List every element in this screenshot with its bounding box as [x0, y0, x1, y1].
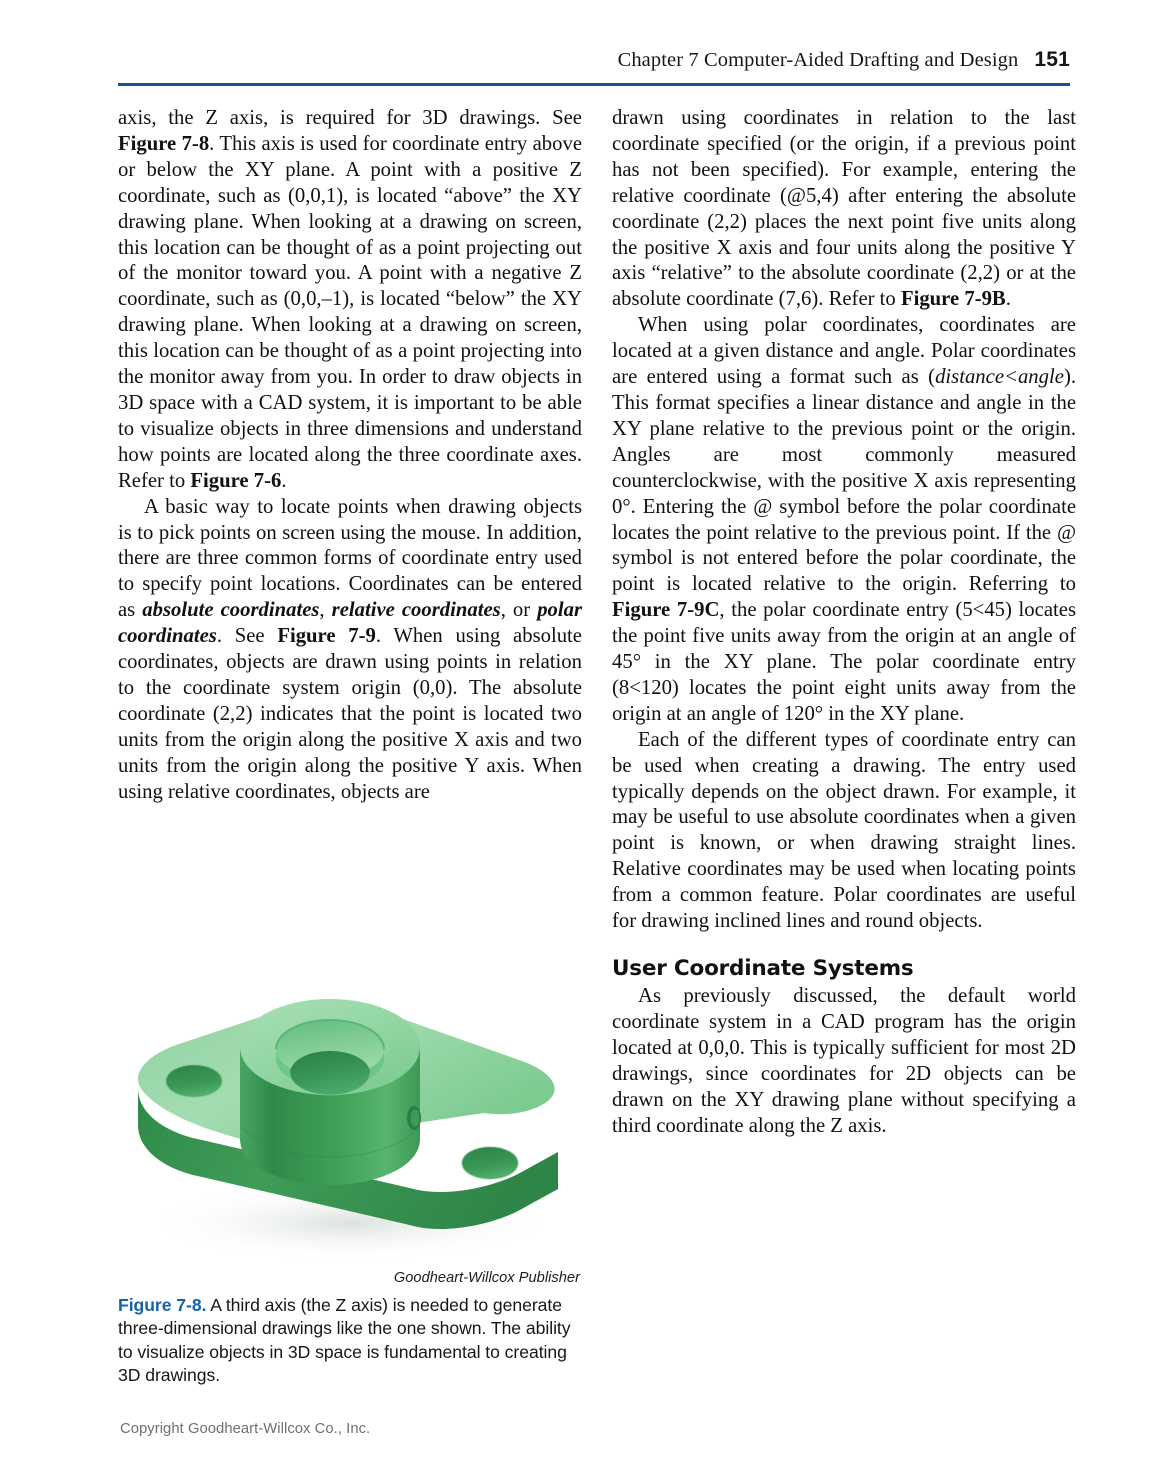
text-run: polar coordinates	[118, 599, 583, 648]
text-run: . When using absolute coordinates, objects are drawn using points in relation to the coordinate system origin (0,0). The absolute coordinate (2,2) indicates that the point is located two units from the origin along the positive X axis and two units from the origin along the positive Y axis. When using relative coordinates, objects are	[118, 625, 582, 803]
text-run: Each of the different types of coordinate entry can be used when creating a drawing. The entry used typically depends on the object drawn. For example, it may be useful to use absolute coordinates when a given point is known, or when drawing straight lines. Relative coordinates may be used when locating points from a common feature. Polar coordinates are useful for drawing inclined lines and round objects.	[612, 728, 1076, 933]
text-run: . See	[216, 625, 278, 648]
copyright-footer: Copyright Goodheart-Willcox Co., Inc.	[120, 1421, 371, 1437]
figure-credit: Goodheart-Willcox Publisher	[393, 1270, 580, 1286]
figure-caption-text: A third axis (the Z axis) is needed to generate three-dimensional drawings like the one shown. The ability to visualize objects in 3D space is fundamental to creating 3D drawings.	[118, 1295, 571, 1386]
text-run: A basic way to locate points when drawing objects is to pick points on screen using the mouse. In addition, there are three common forms of coordinate entry used to specify point locations. Coordinates can be entered as	[118, 495, 582, 622]
paragraph	[118, 106, 582, 495]
paragraph	[612, 313, 1076, 728]
paragraph	[612, 984, 1076, 1139]
text-run: As previously discussed, the default world coordinate system in a CAD program has the origin located at 0,0,0. This is typically sufficient for most 2D drawings, since coordinates for 2D objects can be drawn on the XY drawing plane without specifying a third coordinate along the Z axis.	[612, 985, 1076, 1137]
text-run: ,	[319, 599, 332, 622]
text-run: , or	[500, 599, 538, 622]
header-rule	[118, 83, 1070, 86]
bracket-3d-illustration	[118, 975, 582, 1267]
text-run: When using polar coordinates, coordinates are located at a given distance and angle. Polar coordinates are entered using a format such as (	[612, 314, 1076, 389]
text-run: Figure 7-9	[277, 625, 376, 648]
left-column-body	[118, 106, 582, 805]
running-head	[118, 48, 1070, 72]
text-run: Figure 7-9C	[612, 599, 720, 622]
text-run: distance<angle	[935, 366, 1064, 389]
text-run: ). This format specifies a linear distance and angle in the XY plane relative to the previous point or the origin. Angles are most commonly measured counterclockwise, with the positive X axis representing 0°. Entering the @ symbol before the polar coordinate locates the point relative to the previous point. If the @ symbol is not entered before the polar coordinate, the point is located relative to the origin. Referring to	[612, 366, 1076, 596]
running-head-chapter: Chapter 7 Computer-Aided Drafting and Design	[617, 49, 1019, 71]
paragraph	[612, 728, 1076, 935]
text-run: .	[281, 469, 287, 492]
left-column	[118, 106, 582, 805]
text-run: .	[1005, 288, 1011, 311]
text-run: Figure 7-6	[190, 469, 282, 492]
text-run: . This axis is used for coordinate entry above or below the XY plane. A point with a positive Z coordinate, such as (0,0,1), is located “above” the XY drawing plane. When looking at a drawing on screen, this location can be thought of as a point projecting out of the monitor toward you. A point with a negative Z coordinate, such as (0,0,–1), is located “below” the XY drawing plane. When looking at a drawing on screen, this location can be thought of as a point projecting into the monitor away from you. In order to draw objects in 3D space with a CAD system, it is important to be able to visualize objects in three dimensions and understand how points are located along the three coordinate axes. Refer to	[118, 132, 582, 492]
text-run: relative coordinates	[331, 599, 501, 622]
text-run: absolute coordinates	[142, 599, 320, 622]
section-heading: User Coordinate Systems	[612, 956, 914, 981]
text-run: Figure 7-9B	[900, 288, 1006, 311]
text-run: , the polar coordinate entry (5<45) locates the point five units away from the origin at an angle of 45° in the XY plane. The polar coordinate entry (8<120) locates the point eight units away from the origin at an angle of 120° in the XY plane.	[612, 599, 1076, 725]
side-hole-inner	[411, 1110, 420, 1127]
right-column-body	[612, 106, 1076, 1139]
paragraph	[118, 495, 582, 806]
text-run: Figure 7-8	[118, 132, 210, 155]
figure-7-8	[118, 975, 582, 1388]
figure-caption	[118, 1294, 582, 1388]
text-run: axis, the Z axis, is required for 3D drawings. See	[118, 107, 582, 129]
page-number: 151	[1034, 48, 1070, 71]
figure-caption-label: Figure 7-8.	[118, 1295, 207, 1315]
right-column	[612, 106, 1076, 1139]
paragraph	[612, 106, 1076, 313]
text-run: drawn using coordinates in relation to the last coordinate specified (or the origin, if a previous point has not been specified). For example, entering the relative coordinate (@5,4) after entering the absolute coordinate (2,2) places the next point five units along the positive X axis and four units along the positive Y axis “relative” to the absolute coordinate (2,2) or at the absolute coordinate (7,6). Refer to	[612, 107, 1076, 311]
